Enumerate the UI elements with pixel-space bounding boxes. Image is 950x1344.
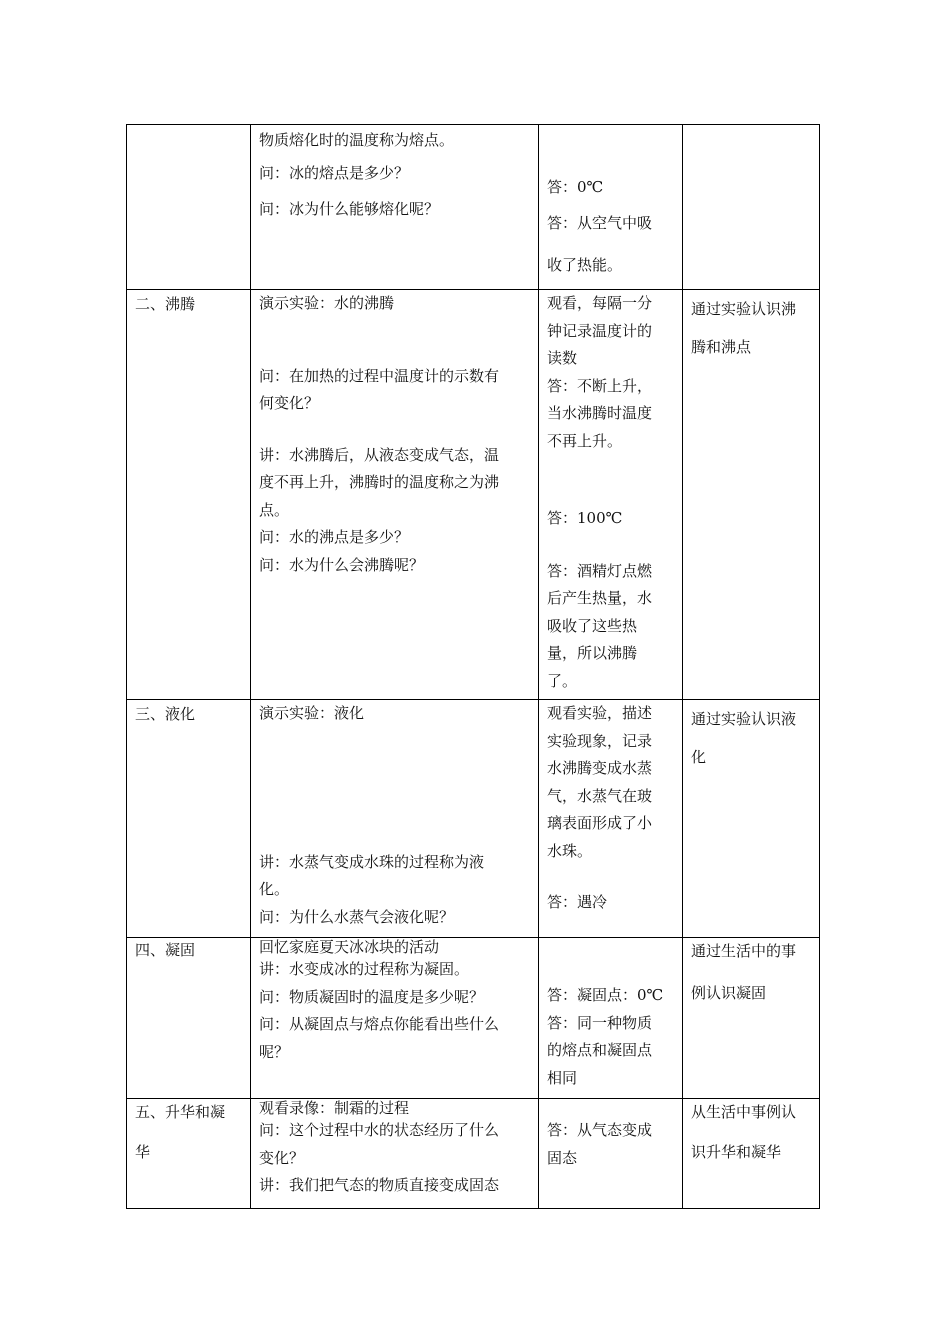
table-row [127, 125, 820, 290]
activity-cell [251, 125, 539, 290]
response-line: 答：从空气中吸 [547, 214, 653, 232]
response-line: 读数 [547, 349, 578, 367]
response-line: 后产生热量，水 [547, 589, 653, 607]
response-line: 水沸腾变成水蒸 [547, 759, 653, 777]
response-line: 当水沸腾时温度 [547, 404, 653, 422]
response-line: 钟记录温度计的 [547, 321, 653, 340]
topic-cell [127, 1099, 251, 1209]
response-line: 了。 [547, 671, 578, 690]
response-line: 相同 [547, 1068, 578, 1087]
response-line: 答：遇冷 [547, 893, 608, 911]
activity-line: 回忆家庭夏天冰冰块的活动 [259, 938, 440, 956]
lesson-plan-table [126, 124, 820, 1209]
activity-line: 问：从凝固点与熔点你能看出些什么 [259, 1015, 500, 1033]
table-row [127, 1099, 820, 1209]
response-line: 观看实验，描述 [547, 704, 653, 722]
topic-label: 四、凝固 [135, 941, 196, 959]
response-line: 量，所以沸腾 [547, 644, 638, 662]
purpose-line: 通过实验认识沸 [691, 300, 797, 318]
table-row [127, 938, 820, 1099]
activity-line: 呢？ [259, 1042, 290, 1061]
activity-line: 度不再上升，沸腾时的温度称之为沸 [259, 473, 500, 491]
purpose-line: 腾和沸点 [691, 338, 752, 356]
response-line: 吸收了这些热 [547, 616, 638, 635]
purpose-cell [683, 290, 820, 700]
activity-line: 问：水的沸点是多少？ [259, 528, 410, 546]
purpose-line: 通过生活中的事 [691, 942, 797, 960]
activity-cell [251, 938, 539, 1099]
activity-line: 讲：水变成冰的过程称为凝固。 [259, 960, 470, 978]
activity-line: 问：水为什么会沸腾呢？ [259, 555, 425, 574]
purpose-line: 例认识凝固 [691, 984, 767, 1002]
activity-line: 问：冰为什么能够熔化呢？ [259, 200, 440, 218]
response-line: 实验现象，记录 [547, 731, 653, 750]
response-line: 气，水蒸气在玻 [547, 786, 653, 805]
activity-line: 问：在加热的过程中温度计的示数有 [259, 366, 500, 385]
topic-label: 三、液化 [135, 705, 196, 723]
response-line: 不再上升。 [547, 431, 623, 450]
purpose-line: 通过实验认识液 [691, 710, 797, 728]
activity-line: 讲：我们把气态的物质直接变成固态 [259, 1176, 500, 1194]
activity-line: 何变化？ [259, 394, 320, 412]
response-line: 观看，每隔一分 [547, 294, 653, 312]
activity-line: 问：冰的熔点是多少？ [259, 164, 410, 182]
response-line: 答：100℃ [547, 509, 623, 527]
topic-cell [127, 125, 251, 290]
topic-cell [127, 290, 251, 700]
response-cell [539, 1099, 683, 1209]
response-line: 水珠。 [547, 841, 593, 860]
activity-line: 问：物质凝固时的温度是多少呢？ [259, 987, 485, 1006]
topic-label: 五、升华和凝 [135, 1103, 226, 1121]
table-row [127, 700, 820, 938]
topic-label: 华 [135, 1143, 151, 1161]
response-line: 答：不断上升， [547, 376, 653, 395]
response-line: 答：0℃ [547, 178, 604, 196]
activity-cell [251, 700, 539, 938]
response-line: 答：凝固点：0℃ [547, 986, 664, 1004]
purpose-line: 从生活中事例认 [691, 1103, 797, 1121]
activity-line: 问：这个过程中水的状态经历了什么 [259, 1121, 500, 1139]
topic-cell [127, 938, 251, 1099]
response-cell [539, 290, 683, 700]
activity-line: 化。 [259, 880, 290, 898]
response-cell [539, 938, 683, 1099]
activity-line: 讲：水沸腾后，从液态变成气态，温 [259, 445, 500, 464]
response-cell [539, 125, 683, 290]
activity-line: 演示实验：水的沸腾 [259, 294, 395, 312]
purpose-cell [683, 1099, 820, 1209]
purpose-cell [683, 125, 820, 290]
activity-line: 问：为什么水蒸气会液化呢？ [259, 907, 455, 926]
activity-line: 物质熔化时的温度称为熔点。 [259, 131, 455, 149]
purpose-cell [683, 938, 820, 1099]
response-line: 收了热能。 [547, 256, 623, 274]
activity-line: 观看录像：制霜的过程 [259, 1099, 410, 1117]
response-line: 答：同一种物质 [547, 1013, 653, 1032]
response-line: 固态 [547, 1148, 578, 1167]
activity-line: 演示实验：液化 [259, 704, 365, 722]
response-line: 答：酒精灯点燃 [547, 561, 653, 580]
purpose-cell [683, 700, 820, 938]
activity-line: 变化？ [259, 1148, 305, 1167]
topic-cell [127, 700, 251, 938]
purpose-line: 识升华和凝华 [691, 1143, 782, 1161]
activity-line: 点。 [259, 500, 290, 519]
table-row [127, 290, 820, 700]
purpose-line: 化 [691, 748, 707, 766]
response-line: 璃表面形成了小 [547, 814, 653, 832]
response-line: 答：从气态变成 [547, 1121, 653, 1139]
activity-cell [251, 290, 539, 700]
response-cell [539, 700, 683, 938]
response-line: 的熔点和凝固点 [547, 1041, 653, 1059]
activity-line: 讲：水蒸气变成水珠的过程称为液 [259, 852, 485, 871]
topic-label: 二、沸腾 [135, 295, 196, 313]
activity-cell [251, 1099, 539, 1209]
